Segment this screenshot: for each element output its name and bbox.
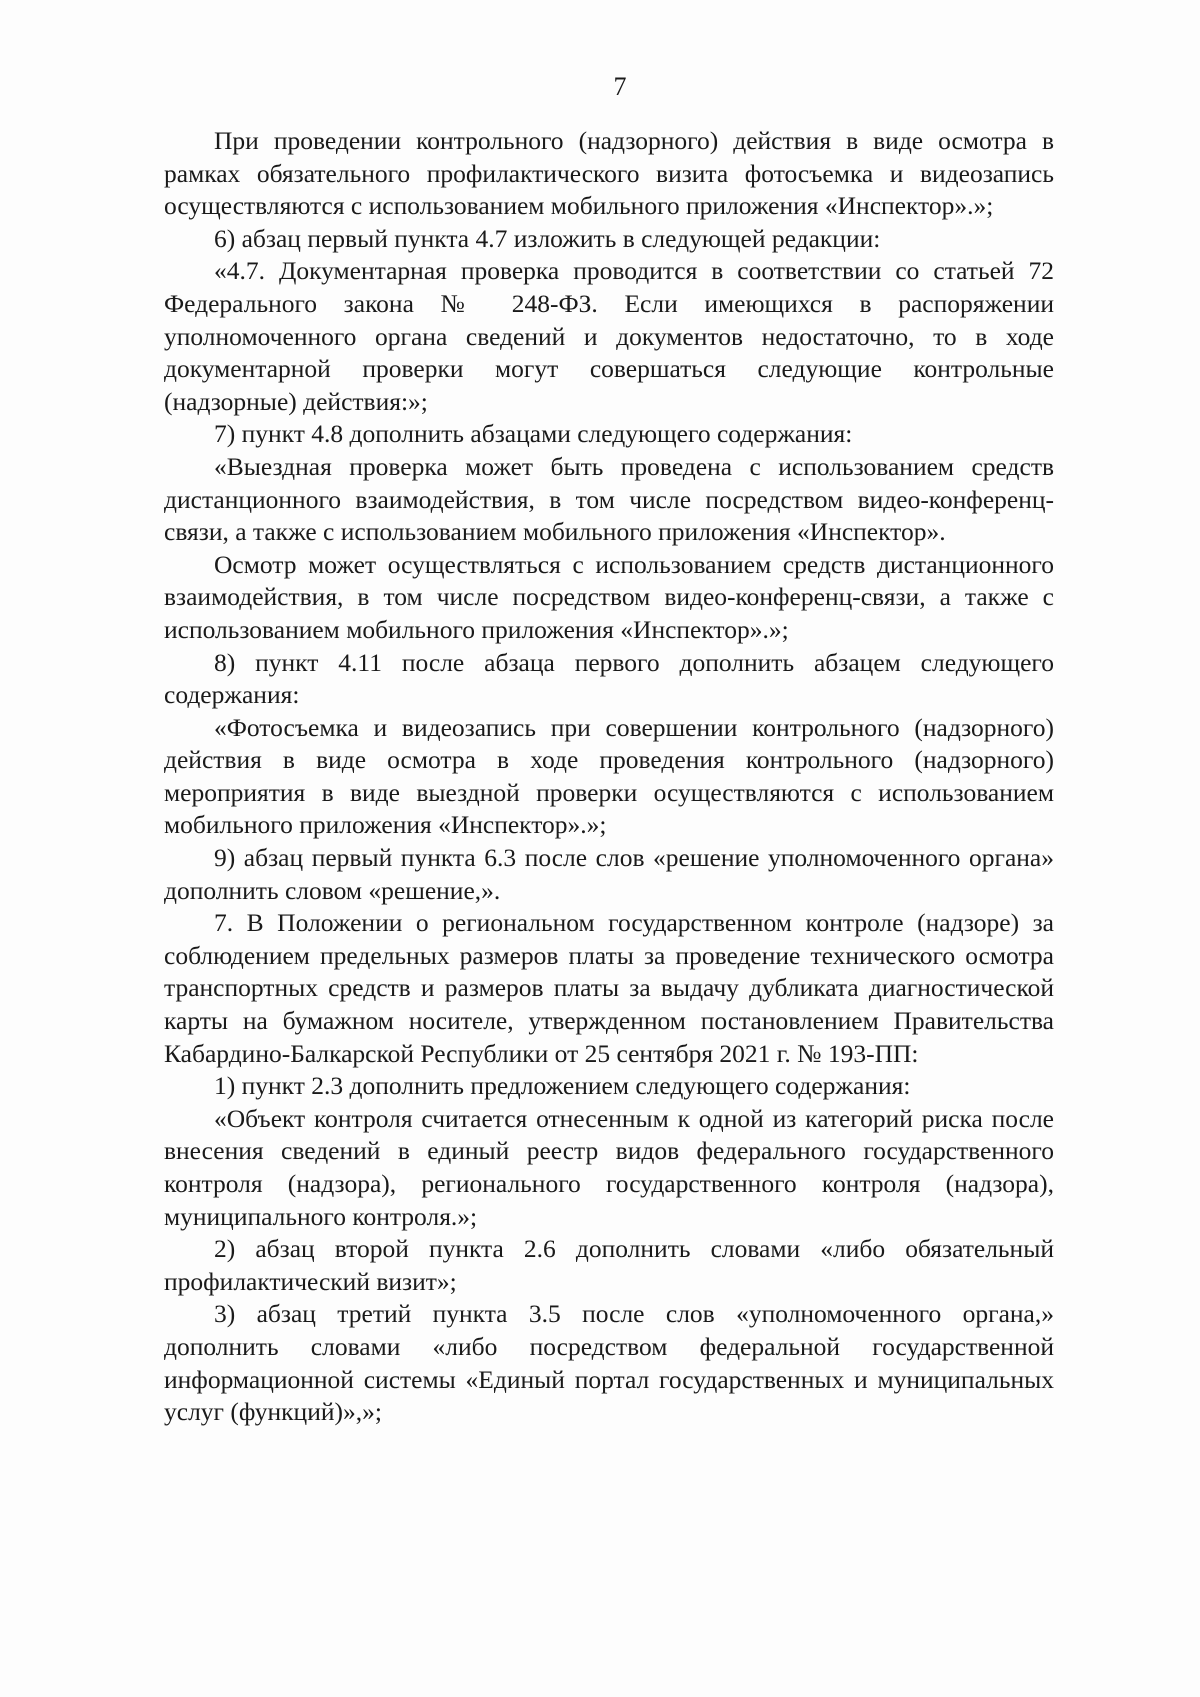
- document-body: [164, 125, 1054, 1429]
- paragraph: При проведении контрольного (надзорного) действия в виде осмотра в рамках обязательного профилактического визита фотосъемка и видеозапись осуществляются с использованием мобильного приложения «Инспектор».»;: [164, 126, 1054, 221]
- page-number: 7: [613, 72, 627, 101]
- paragraph: 9) абзац первый пункта 6.3 после слов «решение уполномоченного органа» дополнить словом «решение,».: [164, 843, 1054, 905]
- paragraph: 1) пункт 2.3 дополнить предложением следующего содержания:: [214, 1071, 911, 1101]
- paragraph: «Выездная проверка может быть проведена с использованием средств дистанционного взаимодействия, в том числе посредством видео-конференц-связи, а также с использованием мобильного приложения «Инспектор».: [164, 451, 1054, 547]
- paragraph: «Фотосъемка и видеозапись при совершении контрольного (надзорного) действия в виде осмотра в ходе проведения контрольного (надзорного) мероприятия в виде выездной проверки осуществляются с использованием мобильного приложения «Инспектор».»;: [164, 712, 1054, 840]
- paragraph: 8) пункт 4.11 после абзаца первого дополнить абзацем следующего содержания:: [164, 647, 1054, 710]
- paragraph: 2) абзац второй пункта 2.6 дополнить словами «либо обязательный профилактический визит»;: [164, 1234, 1054, 1296]
- paragraph: 6) абзац первый пункта 4.7 изложить в следующей редакции:: [214, 223, 881, 253]
- paragraph: 7. В Положении о региональном государственном контроле (надзоре) за соблюдением предельных размеров платы за проведение технического осмотра транспортных средств и размеров платы за выдачу дубликата диагностической карты на бумажном носителе, утвержденном постановлением Правительства Кабардино-Балкарской Республики от 25 сентября 2021 г. № 193-ПП:: [164, 908, 1054, 1068]
- paragraph: «4.7. Документарная проверка проводится в соответствии со статьей 72 Федерального закона № 248-ФЗ. Если имеющихся в распоряжении уполномоченного органа сведений и документов недостаточно, то в ходе документарной проверки могут совершаться следующие контрольные (надзорные) действия:»;: [164, 256, 1054, 416]
- paragraph: 3) абзац третий пункта 3.5 после слов «уполномоченного органа,» дополнить словами «либо посредством федеральной государственной информационной системы «Единый портал государственных и муниципальных услуг (функций)»,»;: [164, 1299, 1054, 1427]
- paragraph: Осмотр может осуществляться с использованием средств дистанционного взаимодействия, в том числе посредством видео-конференц-связи, а также с использованием мобильного приложения «Инспектор».»;: [164, 549, 1054, 644]
- paragraph: «Объект контроля считается отнесенным к одной из категорий риска после внесения сведений в единый реестр видов федерального государственного контроля (надзора), регионального государственного контроля (надзора), муниципального контроля.»;: [164, 1103, 1054, 1231]
- paragraph: 7) пункт 4.8 дополнить абзацами следующего содержания:: [214, 419, 853, 449]
